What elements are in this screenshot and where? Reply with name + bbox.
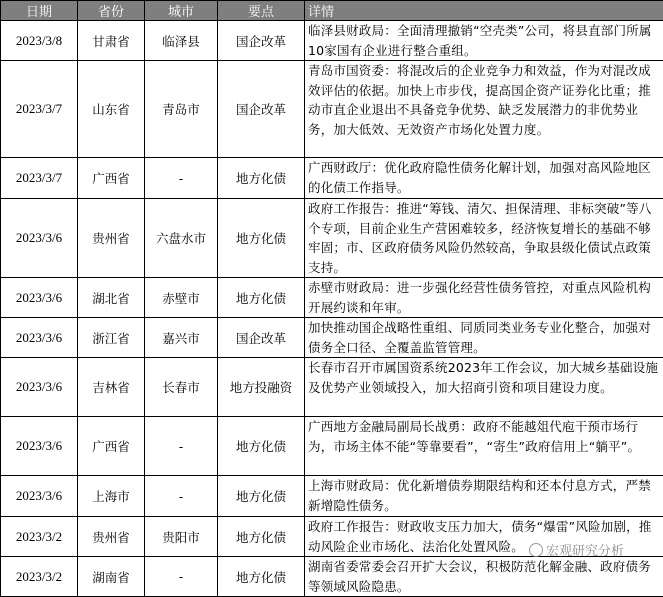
city-cell: 贵阳市 <box>145 517 218 557</box>
city-cell: 长春市 <box>145 358 218 417</box>
keypoint-cell: 地方投融资 <box>218 358 305 417</box>
table-row <box>1 158 663 199</box>
detail-cell: 青岛市国资委：将混改后的企业竞争力和效益，作为对混改成效评估的依据。加快上市步伐，提高国企资产证券化比重；推动市直企业退出不具备竞争优势、缺乏发展潜力的非优势业务，加大低效、无效资产市场化处置力度。 <box>305 61 663 158</box>
city-cell: 临泽县 <box>145 21 218 61</box>
city-cell: - <box>145 158 218 199</box>
province-cell: 湖北省 <box>78 278 145 318</box>
date-cell: 2023/3/6 <box>1 318 78 358</box>
column-header-detail: 详情 <box>305 1 663 21</box>
detail-cell: 加快推动国企战略性重组、同质同类业务专业化整合，加强对债务全口径、全覆盖监管管理。 <box>305 318 663 358</box>
date-cell: 2023/3/2 <box>1 517 78 557</box>
detail-cell: 湖南省委常委会召开扩大会议，积极防范化解金融、政府债务等领域风险隐患。 <box>305 557 663 597</box>
column-header-date: 日期 <box>1 1 78 21</box>
date-cell: 2023/3/6 <box>1 278 78 318</box>
detail-cell: 广西财政厅：优化政府隐性债务化解计划，加强对高风险地区的化债工作指导。 <box>305 158 663 199</box>
date-cell: 2023/3/7 <box>1 61 78 158</box>
province-cell: 贵州省 <box>78 199 145 278</box>
table-row <box>1 557 663 597</box>
keypoint-cell: 地方化债 <box>218 278 305 318</box>
column-header-province: 省份 <box>78 1 145 21</box>
keypoint-cell: 国企改革 <box>218 61 305 158</box>
table-row <box>1 21 663 61</box>
city-cell: 六盘水市 <box>145 199 218 278</box>
table-header-row <box>1 1 663 21</box>
city-cell: - <box>145 417 218 476</box>
province-cell: 广西省 <box>78 417 145 476</box>
detail-cell: 广西地方金融局副局长战勇：政府不能越俎代庖干预市场行为，市场主体不能“等靠要看”，“寄生”政府信用上“躺平”。 <box>305 417 663 476</box>
keypoint-cell: 国企改革 <box>218 318 305 358</box>
table-row <box>1 318 663 358</box>
city-cell: 赤壁市 <box>145 278 218 318</box>
table-row <box>1 417 663 476</box>
keypoint-cell: 地方化债 <box>218 517 305 557</box>
column-header-city: 城市 <box>145 1 218 21</box>
date-cell: 2023/3/7 <box>1 158 78 199</box>
province-cell: 山东省 <box>78 61 145 158</box>
province-cell: 吉林省 <box>78 358 145 417</box>
province-cell: 上海市 <box>78 476 145 517</box>
table-row <box>1 358 663 417</box>
detail-cell: 政府工作报告：推进“筹钱、清欠、担保清理、非标突破”等八个专项，目前企业生产营困难较多，经济恢复增长的基础不够牢固；市、区政府债务风险仍然较高，争取县级化债试点政策支持。 <box>305 199 663 278</box>
keypoint-cell: 地方化债 <box>218 417 305 476</box>
date-cell: 2023/3/6 <box>1 199 78 278</box>
province-cell: 浙江省 <box>78 318 145 358</box>
province-cell: 甘肃省 <box>78 21 145 61</box>
date-cell: 2023/3/2 <box>1 557 78 597</box>
detail-cell: 临泽县财政局：全面清理撤销“空壳类”公司，将县直部门所属10家国有企业进行整合重组。 <box>305 21 663 61</box>
watermark <box>529 542 663 562</box>
detail-cell: 赤壁市财政局：进一步强化经营性债务管控，对重点风险机构开展约谈和年审。 <box>305 278 663 318</box>
column-header-keypoint: 要点 <box>218 1 305 21</box>
province-cell: 湖南省 <box>78 557 145 597</box>
wechat-logo-icon <box>529 543 543 557</box>
date-cell: 2023/3/6 <box>1 417 78 476</box>
table-row <box>1 199 663 278</box>
detail-cell: 长春市召开市属国资系统2023年工作会议，加大城乡基础设施及优势产业领域投入，加大招商引资和项目建设力度。 <box>305 358 663 417</box>
city-cell: 嘉兴市 <box>145 318 218 358</box>
keypoint-cell: 国企改革 <box>218 21 305 61</box>
city-cell: 青岛市 <box>145 61 218 158</box>
city-cell: - <box>145 557 218 597</box>
date-cell: 2023/3/6 <box>1 476 78 517</box>
keypoint-cell: 地方化债 <box>218 199 305 278</box>
date-cell: 2023/3/8 <box>1 21 78 61</box>
table-row <box>1 476 663 517</box>
keypoint-cell: 地方化债 <box>218 158 305 199</box>
watermark-text: 宏观研究分析 <box>546 544 624 559</box>
keypoint-cell: 地方化债 <box>218 557 305 597</box>
province-cell: 广西省 <box>78 158 145 199</box>
keypoint-cell: 地方化债 <box>218 476 305 517</box>
detail-cell: 政府工作报告：财政收支压力加大，债务“爆雷”风险加剧，推动风险企业市场化、法治化处置风险。 <box>305 517 663 557</box>
table-row <box>1 61 663 158</box>
date-cell: 2023/3/6 <box>1 358 78 417</box>
detail-cell: 上海市财政局：优化新增债券期限结构和还本付息方式，严禁新增隐性债务。 <box>305 476 663 517</box>
city-cell: - <box>145 476 218 517</box>
table-row <box>1 278 663 318</box>
province-cell: 贵州省 <box>78 517 145 557</box>
